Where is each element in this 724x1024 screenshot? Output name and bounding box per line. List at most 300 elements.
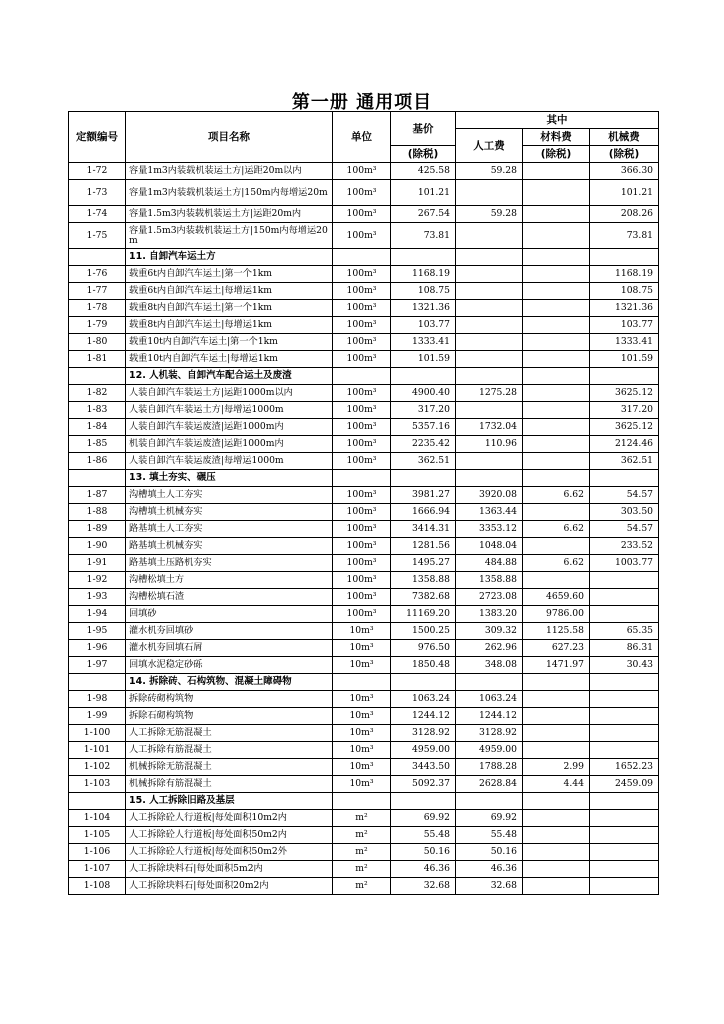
name-cell: 人工拆除砼人行道板|每处面积50m2外 [126,844,333,861]
section-empty-cell [456,674,523,691]
code-cell: 1-105 [69,827,126,844]
name-cell: 人工拆除砼人行道板|每处面积10m2内 [126,810,333,827]
table-row [69,878,659,895]
labor-cell: 1383.20 [456,606,523,623]
unit-cell: 100m³ [333,555,391,572]
section-empty-cell [333,249,391,266]
base-price-cell: 73.81 [391,223,456,249]
code-cell: 1-77 [69,283,126,300]
base-price-cell: 46.36 [391,861,456,878]
table-row [69,402,659,419]
table-row [69,691,659,708]
base-price-cell: 976.50 [391,640,456,657]
material-cell: 627.23 [523,640,590,657]
material-cell [523,725,590,742]
machine-cell: 366.30 [590,163,659,180]
code-cell: 1-103 [69,776,126,793]
name-cell: 容量1m3内装载机装运土方|运距20m以内 [126,163,333,180]
code-cell: 1-88 [69,504,126,521]
section-empty-cell [456,793,523,810]
base-price-cell: 5357.16 [391,419,456,436]
material-cell [523,742,590,759]
name-cell: 载重6t内自卸汽车运土|第一个1km [126,266,333,283]
section-title: 14. 拆除砖、石构筑物、混凝土障碍物 [126,674,333,691]
labor-cell: 348.08 [456,657,523,674]
code-cell: 1-80 [69,334,126,351]
base-price-cell: 108.75 [391,283,456,300]
machine-cell [590,878,659,895]
base-price-cell: 4900.40 [391,385,456,402]
section-empty-cell [590,793,659,810]
section-empty-cell [523,674,590,691]
table-row [69,223,659,249]
section-empty-cell [333,793,391,810]
labor-cell: 1732.04 [456,419,523,436]
machine-cell: 233.52 [590,538,659,555]
table-row [69,606,659,623]
labor-cell: 309.32 [456,623,523,640]
header-code: 定额编号 [69,112,126,163]
name-cell: 灌水机夯回填石屑 [126,640,333,657]
base-price-cell: 425.58 [391,163,456,180]
labor-cell [456,180,523,206]
labor-cell: 3353.12 [456,521,523,538]
unit-cell: 10m³ [333,742,391,759]
labor-cell: 69.92 [456,810,523,827]
unit-cell: 100m³ [333,572,391,589]
machine-cell [590,589,659,606]
code-cell: 1-86 [69,453,126,470]
labor-cell: 2628.84 [456,776,523,793]
unit-cell: 100m³ [333,589,391,606]
code-cell: 1-108 [69,878,126,895]
name-cell: 沟槽松填土方 [126,572,333,589]
material-cell [523,827,590,844]
code-cell: 1-102 [69,759,126,776]
name-cell: 载重8t内自卸汽车运土|每增运1km [126,317,333,334]
name-cell: 载重10t内自卸汽车运土|第一个1km [126,334,333,351]
table-body [69,163,659,895]
unit-cell: 100m³ [333,453,391,470]
unit-cell: m² [333,844,391,861]
material-cell [523,266,590,283]
table-row [69,827,659,844]
labor-cell [456,317,523,334]
base-price-cell: 1281.56 [391,538,456,555]
material-cell [523,402,590,419]
code-cell: 1-94 [69,606,126,623]
machine-cell: 303.50 [590,504,659,521]
material-cell: 4659.60 [523,589,590,606]
base-price-cell: 11169.20 [391,606,456,623]
material-cell [523,844,590,861]
labor-cell: 59.28 [456,163,523,180]
code-cell: 1-95 [69,623,126,640]
material-cell [523,163,590,180]
unit-cell: m² [333,810,391,827]
name-cell: 容量1.5m3内装载机装运土方|150m内每增运20m [126,223,333,249]
table-row [69,453,659,470]
machine-cell: 86.31 [590,640,659,657]
section-empty-cell [391,674,456,691]
unit-cell: 10m³ [333,640,391,657]
section-empty-cell [523,249,590,266]
table-row [69,861,659,878]
material-cell: 1125.58 [523,623,590,640]
material-cell [523,810,590,827]
material-cell [523,351,590,368]
name-cell: 容量1.5m3内装载机装运土方|运距20m内 [126,206,333,223]
code-cell: 1-75 [69,223,126,249]
section-empty-cell [523,368,590,385]
header-labor: 人工费 [456,129,523,163]
machine-cell: 65.35 [590,623,659,640]
labor-cell [456,351,523,368]
labor-cell: 1358.88 [456,572,523,589]
material-cell [523,878,590,895]
unit-cell: 100m³ [333,606,391,623]
labor-cell: 3920.08 [456,487,523,504]
table-row [69,317,659,334]
unit-cell: 100m³ [333,266,391,283]
code-cell: 1-107 [69,861,126,878]
machine-cell: 362.51 [590,453,659,470]
unit-cell: m² [333,861,391,878]
section-code-cell [69,249,126,266]
material-cell [523,206,590,223]
section-title: 11. 自卸汽车运土方 [126,249,333,266]
code-cell: 1-87 [69,487,126,504]
unit-cell: 100m³ [333,317,391,334]
name-cell: 拆除砖砌构筑物 [126,691,333,708]
code-cell: 1-101 [69,742,126,759]
labor-cell: 4959.00 [456,742,523,759]
base-price-cell: 5092.37 [391,776,456,793]
material-cell [523,538,590,555]
table-row [69,351,659,368]
labor-cell: 55.48 [456,827,523,844]
code-cell: 1-81 [69,351,126,368]
machine-cell: 1321.36 [590,300,659,317]
header-unit: 单位 [333,112,391,163]
machine-cell: 101.21 [590,180,659,206]
section-empty-cell [590,674,659,691]
unit-cell: m² [333,827,391,844]
base-price-cell: 55.48 [391,827,456,844]
material-cell [523,572,590,589]
section-empty-cell [590,470,659,487]
unit-cell: 10m³ [333,623,391,640]
base-price-cell: 1321.36 [391,300,456,317]
labor-cell: 1244.12 [456,708,523,725]
section-empty-cell [523,470,590,487]
section-empty-cell [456,249,523,266]
machine-cell: 317.20 [590,402,659,419]
material-cell [523,283,590,300]
name-cell: 机装自卸汽车装运废渣|运距1000m内 [126,436,333,453]
material-cell: 6.62 [523,521,590,538]
unit-cell: m² [333,878,391,895]
header-name: 项目名称 [126,112,333,163]
unit-cell: 100m³ [333,163,391,180]
material-cell [523,334,590,351]
quota-table [68,111,659,895]
section-code-cell [69,368,126,385]
machine-cell: 103.77 [590,317,659,334]
labor-cell: 59.28 [456,206,523,223]
name-cell: 载重8t内自卸汽车运土|第一个1km [126,300,333,317]
base-price-cell: 7382.68 [391,589,456,606]
machine-cell: 3625.12 [590,419,659,436]
section-title: 15. 人工拆除旧路及基层 [126,793,333,810]
name-cell: 沟槽松填石渣 [126,589,333,606]
material-cell [523,708,590,725]
table-row [69,487,659,504]
machine-cell: 54.57 [590,521,659,538]
machine-cell [590,827,659,844]
labor-cell: 262.96 [456,640,523,657]
code-cell: 1-99 [69,708,126,725]
unit-cell: 100m³ [333,334,391,351]
base-price-cell: 3443.50 [391,759,456,776]
labor-cell [456,223,523,249]
base-price-cell: 101.21 [391,180,456,206]
name-cell: 路基填土机械夯实 [126,538,333,555]
base-price-cell: 362.51 [391,453,456,470]
unit-cell: 10m³ [333,691,391,708]
name-cell: 人工拆除有筋混凝土 [126,742,333,759]
unit-cell: 100m³ [333,538,391,555]
code-cell: 1-96 [69,640,126,657]
code-cell: 1-72 [69,163,126,180]
labor-cell [456,334,523,351]
labor-cell: 484.88 [456,555,523,572]
header-material: 材料费 [523,129,590,146]
base-price-cell: 1666.94 [391,504,456,521]
section-empty-cell [391,470,456,487]
table-row [69,555,659,572]
section-empty-cell [333,368,391,385]
unit-cell: 100m³ [333,300,391,317]
labor-cell: 110.96 [456,436,523,453]
name-cell: 机械拆除无筋混凝土 [126,759,333,776]
table-row [69,300,659,317]
unit-cell: 10m³ [333,759,391,776]
machine-cell: 2124.46 [590,436,659,453]
name-cell: 路基填土压路机夯实 [126,555,333,572]
machine-cell [590,606,659,623]
material-cell [523,453,590,470]
machine-cell [590,742,659,759]
section-empty-cell [456,368,523,385]
labor-cell: 3128.92 [456,725,523,742]
section-code-cell [69,793,126,810]
code-cell: 1-74 [69,206,126,223]
table-row [69,521,659,538]
table-row [69,776,659,793]
table-row [69,206,659,223]
base-price-cell: 1495.27 [391,555,456,572]
material-cell [523,861,590,878]
material-cell: 2.99 [523,759,590,776]
code-cell: 1-83 [69,402,126,419]
base-price-cell: 4959.00 [391,742,456,759]
table-header [69,112,659,163]
base-price-cell: 3128.92 [391,725,456,742]
unit-cell: 100m³ [333,402,391,419]
machine-cell: 54.57 [590,487,659,504]
machine-cell [590,691,659,708]
unit-cell: 100m³ [333,487,391,504]
section-code-cell [69,470,126,487]
unit-cell: 100m³ [333,283,391,300]
code-cell: 1-76 [69,266,126,283]
material-cell [523,691,590,708]
code-cell: 1-84 [69,419,126,436]
section-empty-cell [333,674,391,691]
table-row [69,742,659,759]
base-price-cell: 1358.88 [391,572,456,589]
table-row [69,657,659,674]
name-cell: 人装自卸汽车装运废渣|每增运1000m [126,453,333,470]
header-material-note: (除税) [523,146,590,163]
section-empty-cell [391,249,456,266]
header-base-price: 基价 [391,112,456,146]
unit-cell: 100m³ [333,504,391,521]
code-cell: 1-92 [69,572,126,589]
code-cell: 1-97 [69,657,126,674]
code-cell: 1-79 [69,317,126,334]
labor-cell [456,300,523,317]
material-cell [523,419,590,436]
code-cell: 1-93 [69,589,126,606]
section-row [69,249,659,266]
labor-cell [456,266,523,283]
unit-cell: 100m³ [333,180,391,206]
material-cell [523,180,590,206]
table-row [69,504,659,521]
labor-cell: 1063.24 [456,691,523,708]
name-cell: 路基填土人工夯实 [126,521,333,538]
base-price-cell: 32.68 [391,878,456,895]
machine-cell: 1333.41 [590,334,659,351]
name-cell: 容量1m3内装载机装运土方|150m内每增运20m [126,180,333,206]
header-machine: 机械费 [590,129,659,146]
material-cell: 6.62 [523,487,590,504]
unit-cell: 100m³ [333,351,391,368]
code-cell: 1-91 [69,555,126,572]
labor-cell: 50.16 [456,844,523,861]
section-empty-cell [523,793,590,810]
unit-cell: 100m³ [333,419,391,436]
name-cell: 灌水机夯回填砂 [126,623,333,640]
table-row [69,759,659,776]
machine-cell: 108.75 [590,283,659,300]
material-cell [523,300,590,317]
machine-cell [590,725,659,742]
material-cell: 1471.97 [523,657,590,674]
code-cell: 1-89 [69,521,126,538]
code-cell: 1-106 [69,844,126,861]
code-cell: 1-100 [69,725,126,742]
table-row [69,266,659,283]
material-cell: 6.62 [523,555,590,572]
machine-cell [590,844,659,861]
base-price-cell: 267.54 [391,206,456,223]
machine-cell [590,861,659,878]
table-row [69,640,659,657]
unit-cell: 10m³ [333,725,391,742]
code-cell: 1-85 [69,436,126,453]
labor-cell: 2723.08 [456,589,523,606]
section-empty-cell [333,470,391,487]
section-row [69,793,659,810]
unit-cell: 10m³ [333,657,391,674]
name-cell: 回填水泥稳定砂砾 [126,657,333,674]
table-row [69,708,659,725]
table-row [69,163,659,180]
section-empty-cell [391,793,456,810]
machine-cell: 208.26 [590,206,659,223]
table-row [69,385,659,402]
section-row [69,674,659,691]
machine-cell [590,708,659,725]
header-base-price-note: (除税) [391,146,456,163]
machine-cell: 3625.12 [590,385,659,402]
name-cell: 人工拆除砼人行道板|每处面积50m2内 [126,827,333,844]
section-empty-cell [456,470,523,487]
name-cell: 人工拆除块料石|每处面积20m2内 [126,878,333,895]
base-price-cell: 3414.31 [391,521,456,538]
header-machine-note: (除税) [590,146,659,163]
machine-cell: 101.59 [590,351,659,368]
material-cell [523,223,590,249]
unit-cell: 100m³ [333,521,391,538]
base-price-cell: 1500.25 [391,623,456,640]
name-cell: 人装自卸汽车装运土方|每增运1000m [126,402,333,419]
section-empty-cell [590,249,659,266]
page-title: 第一册 通用项目 [291,92,433,113]
unit-cell: 100m³ [333,223,391,249]
machine-cell: 2459.09 [590,776,659,793]
code-cell: 1-98 [69,691,126,708]
name-cell: 人工拆除无筋混凝土 [126,725,333,742]
base-price-cell: 1244.12 [391,708,456,725]
name-cell: 人装自卸汽车装运废渣|运距1000m内 [126,419,333,436]
labor-cell [456,283,523,300]
section-code-cell [69,674,126,691]
machine-cell: 30.43 [590,657,659,674]
table-row [69,538,659,555]
base-price-cell: 50.16 [391,844,456,861]
labor-cell: 1048.04 [456,538,523,555]
code-cell: 1-90 [69,538,126,555]
base-price-cell: 101.59 [391,351,456,368]
table-row [69,589,659,606]
name-cell: 沟槽填土人工夯实 [126,487,333,504]
machine-cell: 73.81 [590,223,659,249]
unit-cell: 10m³ [333,708,391,725]
table-row [69,623,659,640]
name-cell: 载重6t内自卸汽车运土|每增运1km [126,283,333,300]
unit-cell: 100m³ [333,385,391,402]
material-cell: 9786.00 [523,606,590,623]
section-title: 12. 人机装、自卸汽车配合运土及废渣 [126,368,333,385]
labor-cell [456,453,523,470]
name-cell: 沟槽填土机械夯实 [126,504,333,521]
name-cell: 人装自卸汽车装运土方|运距1000m以内 [126,385,333,402]
code-cell: 1-78 [69,300,126,317]
